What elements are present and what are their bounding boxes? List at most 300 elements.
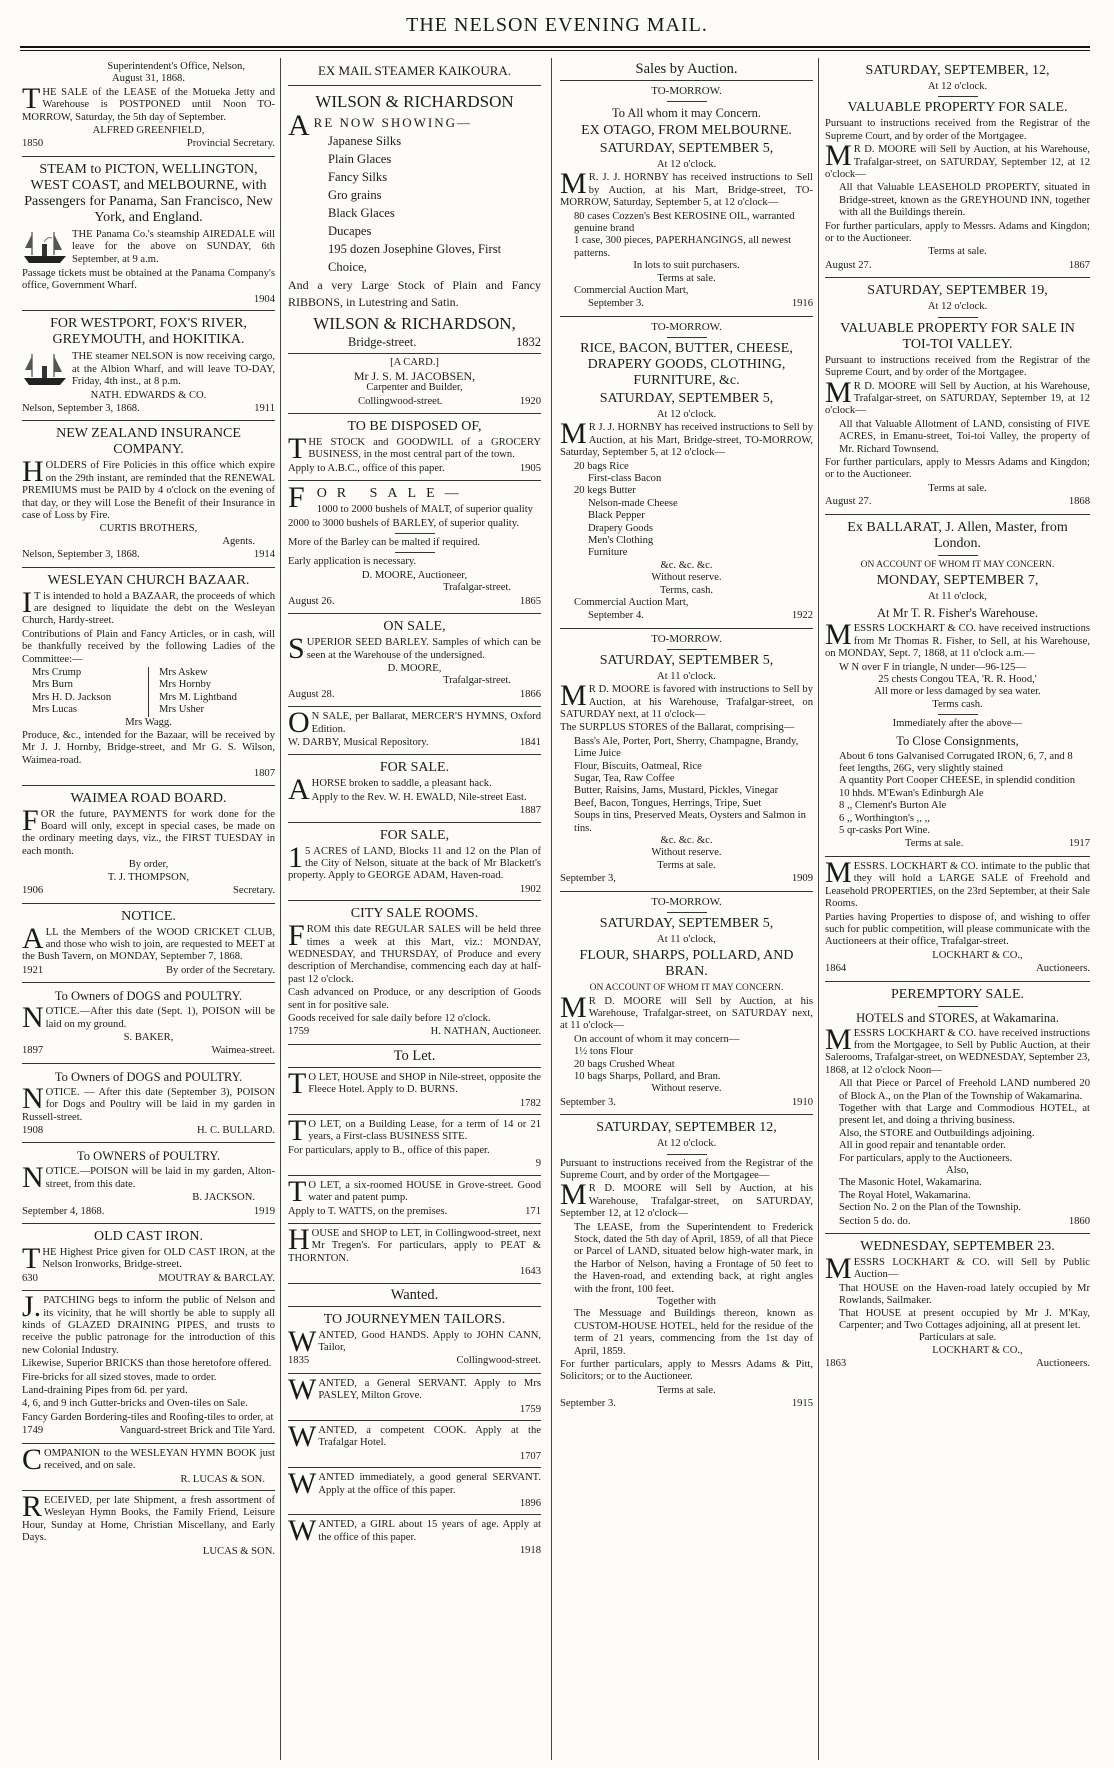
- patching-ad: [22, 1291, 275, 1443]
- lot-item: Nelson-made Cheese: [588, 497, 678, 509]
- ad-number: 1916: [791, 298, 813, 310]
- steam-ad: [22, 157, 275, 311]
- column-4: [825, 58, 1090, 1760]
- wanted-ad: [288, 1374, 541, 1421]
- ad-number: 1867: [1068, 259, 1090, 271]
- ad-number: 9: [535, 1158, 541, 1170]
- ad-date: Nelson, September 3, 1868.: [22, 549, 140, 561]
- ad-body: ALL the Members of the WOOD CRICKET CLUB, and those who wish to join, are requested to MEET at the Bush Tavern, on MONDAY, September 7, 1868.: [22, 921, 275, 963]
- ad-body: Apply to the Rev. W. H. EWALD, Nile-street East.: [311, 791, 527, 803]
- poison-notice-ad: [22, 1143, 275, 1224]
- ad-terms: Terms at sale.: [905, 838, 964, 850]
- goods-item: Black Glaces: [328, 206, 395, 220]
- hymns-ad: [288, 707, 541, 755]
- ad-number: 1896: [519, 1498, 541, 1509]
- committee-member: Mrs Hornby: [159, 679, 212, 691]
- ad-body: Land-draining Pipes from 6d. per yard.: [22, 1385, 188, 1397]
- ad-body: All that Valuable Allotment of LAND, consisting of FIVE ACRES, in Emanu-street, Toi-toi Valley, the property of Mr. Richard Townsend.: [839, 418, 1090, 455]
- auction-time: At 12 o'clock.: [656, 408, 717, 420]
- column-3: [560, 58, 813, 1760]
- ad-heading: OLD CAST IRON.: [93, 1229, 204, 1244]
- ad-signer-title: Secretary.: [233, 885, 275, 897]
- ad-date: September 3.: [588, 298, 644, 310]
- ad-number: 1922: [791, 610, 813, 622]
- lot-item: 20 bags Crushed Wheat: [574, 1058, 675, 1070]
- ad-number: 1860: [1068, 1215, 1090, 1227]
- committee-member: Mrs Usher: [159, 704, 205, 716]
- lot-item: Section No. 2 on the Plan of the Township.: [839, 1202, 1022, 1214]
- to-let-banner: To Let.: [288, 1045, 541, 1068]
- lot-item: &c. &c. &c.: [660, 559, 713, 571]
- ad-body: Contributions of Plain and Fancy Articles, or in cash, will be thankfully received by the following Ladies of the Committee:—: [22, 628, 275, 665]
- ad-body: THE Panama Co.'s steamship AIREDALE will leave for the above on SUNDAY, 6th September, at 9 a.m.: [72, 228, 275, 265]
- ad-body: IT is intended to hold a BAZAAR, the proceeds of which are designed to liquidate the debt on the Wesleyan Church, Hardy-street.: [22, 585, 275, 627]
- ad-body: Together with that Large and Commodious HOTEL, at present let, and doing a thriving business.: [839, 1102, 1090, 1127]
- auction-time: At 12 o'clock.: [656, 1138, 717, 1150]
- committee-member: Mrs Askew: [159, 667, 208, 678]
- ad-body: Pursuant to instructions received from the Registrar of the Supreme Court, and by order of the Mortgagee—: [560, 1157, 813, 1181]
- lot-item: That HOUSE on the Haven-road lately occupied by Mr Rowlands, Sailmaker.: [839, 1282, 1090, 1307]
- lot-item: 20 bags Rice: [574, 460, 629, 472]
- seed-barley-ad: [288, 614, 541, 707]
- ad-note: Passage tickets must be obtained at the Panama Company's office, Government Wharf.: [22, 268, 275, 292]
- ad-signer: CURTIS BROTHERS,: [99, 523, 198, 535]
- ad-number: 1850: [22, 138, 44, 150]
- ad-body: Pursuant to instructions received from the Registrar of the Supreme Court, and by order of the Mortgagee.: [825, 354, 1090, 379]
- ad-text: In lots to suit purchasers.: [633, 260, 740, 272]
- lot-item: The Royal Hotel, Wakamarina.: [839, 1189, 971, 1201]
- ad-place: Collingwood-street.: [358, 395, 443, 407]
- lot-item: Black Pepper: [588, 510, 645, 522]
- ad-text: Without reserve.: [651, 847, 722, 859]
- ad-heading: RICE, BACON, BUTTER, CHEESE, DRAPERY GOODS, CLOTHING, FURNITURE, &c.: [580, 340, 793, 388]
- column-divider: [551, 58, 552, 1760]
- ad-heading: TO-MORROW.: [651, 320, 722, 333]
- ad-text: Without reserve.: [651, 572, 722, 584]
- ad-body: 1000 to 2000 bushels of MALT, of superior quality: [316, 504, 533, 516]
- ad-date: August 31, 1868.: [112, 73, 185, 85]
- ad-body: TO LET, HOUSE and SHOP in Nile-street, opposite the Fleece Hotel. Apply to D. BURNS.: [288, 1066, 541, 1100]
- ad-body: MESSRS LOCKHART & CO. have received instructions from Mr Thomas R. Fisher, to Sell, at his Warehouse, on MONDAY, Sept. 7, 1868, at 11 o'clock a.m.—: [825, 618, 1090, 660]
- ad-signer: W. DARBY, Musical Repository.: [288, 736, 429, 748]
- ad-heading: FOR SALE.: [379, 760, 450, 776]
- ad-body: Cash advanced on Produce, or any description of Goods sent in for positive sale.: [288, 987, 541, 1011]
- ad-heading: To Owners of DOGS and POULTRY.: [54, 989, 243, 1004]
- ad-body: THE steamer NELSON is now receiving cargo, at the Albion Wharf, and will leave TO-DAY, Friday, 4th inst., at 8 p.m.: [72, 351, 275, 388]
- ad-signer-title: Provincial Secretary.: [186, 138, 275, 150]
- auction-date: SATURDAY, SEPTEMBER 5,: [599, 652, 774, 668]
- ad-body: WANTED, Good HANDS. Apply to JOHN CANN, Tailor,: [288, 1324, 541, 1358]
- ad-date: August 27.: [825, 259, 872, 271]
- ad-number: 1909: [791, 873, 813, 885]
- ad-body: WANTED, a competent COOK. Apply at the Trafalgar Hotel.: [288, 1419, 541, 1453]
- ad-body: THE SALE of the LEASE of the Motueka Jetty and Warehouse is POSTPONED until Noon TO-MORROW, Saturday, the 5th day of September.: [22, 81, 275, 123]
- ad-body: HOLDERS of Fire Policies in this office which expire on the 29th instant, are reminded that the RENEWAL PREMIUMS must be PAID by 4 o'clock on the evening of that day, or they will Lose the Benefit of their Insurance in case of Loss by Fire.: [22, 455, 275, 521]
- lot-item: Furniture: [588, 547, 628, 559]
- ad-text: Without reserve.: [651, 1083, 722, 1095]
- wilson-richardson-ad: [288, 86, 541, 354]
- ad-number: 1887: [519, 805, 541, 817]
- ad-body: FOR the future, PAYMENTS for work done for the Board will only, except in special cases, be made on the ordinary meeting days, viz., the FIRST TUESDAY in each month.: [22, 803, 275, 857]
- ad-date: September 3.: [560, 1096, 616, 1108]
- auction-greyhound-inn: [825, 58, 1090, 278]
- ad-heading: TO-MORROW.: [651, 632, 722, 645]
- ad-number: 171: [525, 1205, 541, 1217]
- ad-terms: Terms at sale.: [657, 1384, 716, 1396]
- ad-body: Produce, &c., intended for the Bazaar, will be received by Mr J. J. Hornby, Bridge-street, and Mr G. S. Wilson, Waimea-road.: [22, 730, 275, 766]
- ad-terms: Terms at sale.: [928, 482, 987, 494]
- ad-heading: To Owners of DOGS and POULTRY.: [54, 1069, 243, 1084]
- ad-place: Collingwood-street.: [456, 1355, 541, 1367]
- ad-body: Early application is necessary.: [288, 556, 417, 568]
- auction-ballarat-stores: [560, 629, 813, 892]
- ad-signer: S. BAKER,: [123, 1031, 174, 1043]
- auction-kerosine: [560, 81, 813, 317]
- ad-place: Trafalgar-street.: [443, 675, 511, 687]
- ad-place: Waimea-street.: [211, 1045, 275, 1057]
- ad-terms: Terms at sale.: [928, 246, 987, 258]
- ad-body: For further particulars, apply to Messrs Adams & Pitt, Solicitors; or to the Auctioneer.: [560, 1359, 813, 1383]
- lot-item: Sugar, Tea, Raw Coffee: [574, 773, 675, 785]
- auction-rice-bacon: [560, 317, 813, 629]
- auction-date: SATURDAY, SEPTEMBER, 12,: [865, 63, 1050, 78]
- ad-heading: STEAM to PICTON, WELLINGTON, WEST COAST, and MELBOURNE, with Passengers for Panama, San Francisco, New York, and England.: [24, 161, 273, 225]
- ad-terms: Particulars at sale.: [918, 1332, 997, 1344]
- ad-heading: HOTELS and STORES, at Wakamarina.: [856, 1010, 1059, 1025]
- ad-body: SUPERIOR SEED BARLEY. Samples of which can be seen at the Warehouse of the undersigned.: [288, 632, 541, 666]
- ad-body: Fancy Garden Bordering-tiles and Roofing-tiles to order, at: [22, 1411, 274, 1423]
- ad-signer: LOCKHART & CO.,: [932, 949, 1023, 961]
- ad-body: J.PATCHING begs to inform the public of Nelson and its vicinity, that he will shortly be able to supply all kinds of GLAZED DRAINING PIPES, and trusts to receive the public patronage for the introduction of this new Colonial Industry.: [22, 1290, 275, 1356]
- westport-ad: [22, 311, 275, 421]
- committee-member: Mrs Crump: [32, 667, 82, 678]
- masthead-rule-thin: [20, 50, 1090, 51]
- ad-body: ON SALE, per Ballarat, MERCER'S HYMNS, Oxford Edition.: [288, 706, 541, 740]
- to-let-ad: [288, 1115, 541, 1176]
- malt-barley-ad: [288, 481, 541, 614]
- ad-body: MR D. MOORE will Sell by Auction, at his Warehouse, Trafalgar-street, on SATURDAY, September 19, at 12 o'clock—: [825, 375, 1090, 417]
- ad-body: AHORSE broken to saddle, a pleasant hack.: [288, 773, 492, 807]
- bazaar-ad: [22, 568, 275, 786]
- ad-body: 2000 to 3000 bushels of BARLEY, of superior quality.: [288, 517, 519, 529]
- ad-signer: NATH. EDWARDS & CO.: [90, 389, 207, 401]
- committee-member: Mrs Burn: [32, 679, 73, 691]
- to-let-ad: [288, 1224, 541, 1284]
- ad-number: 1759: [519, 1403, 541, 1415]
- ad-body: TO LET, on a Building Lease, for a term of 14 or 21 years, a First-class BUSINESS SITE.: [288, 1114, 541, 1148]
- auction-date: SATURDAY, SEPTEMBER 5,: [599, 915, 774, 931]
- hymn-book-ad: [22, 1444, 275, 1491]
- ad-date: August 26.: [288, 595, 335, 607]
- ad-number: 1920: [519, 395, 541, 407]
- ad-number: 1759: [288, 1026, 310, 1038]
- lot-item: Drapery Goods: [588, 522, 654, 534]
- ad-text: Immediately after the above—: [892, 718, 1023, 730]
- ad-number: 1919: [253, 1205, 275, 1217]
- auction-time: At 12 o'clock.: [927, 301, 988, 313]
- ad-body: FROM this date REGULAR SALES will be held three times a week at this Mart, viz.: MONDAY, WEDNESDAY, and THURSDAY, of Produce and every description of Merchandise, commencing each day at half-past 12 o'clock.: [288, 919, 541, 985]
- auction-toi-toi: [825, 278, 1090, 514]
- ad-text: Also,: [946, 1165, 969, 1176]
- ad-number: 1917: [1068, 838, 1090, 850]
- ad-body: 15 ACRES of LAND, Blocks 11 and 12 on the Plan of the City of Nelson, situate at the back of Mr Blackett's property. Apply to GEORGE ADAM, Haven-road.: [288, 840, 541, 882]
- committee-list: [22, 667, 275, 717]
- ad-text: Apply to A.B.C., office of this paper.: [288, 462, 445, 474]
- lot-item: The Masonic Hotel, Wakamarina.: [839, 1177, 982, 1189]
- goods-item: Fancy Silks: [328, 170, 388, 184]
- lot-item: 80 cases Cozzen's Best KEROSINE OIL, warranted genuine brand: [574, 210, 795, 235]
- ad-heading: PEREMPTORY SALE.: [890, 986, 1025, 1002]
- masthead-rule: [20, 46, 1090, 48]
- ad-heading: WESLEYAN CHURCH BAZAAR.: [47, 572, 250, 588]
- goods-item: Japanese Silks: [328, 134, 402, 148]
- ad-body: For particulars, apply to B., office of this paper.: [288, 1144, 490, 1156]
- ad-heading: FOR WESTPORT, FOX'S RIVER, GREYMOUTH, and HOKITIKA.: [50, 316, 247, 348]
- to-let-ad: [288, 1068, 541, 1115]
- ad-body: 4, 6, and 9 inch Gutter-bricks and Oven-tiles on Sale.: [22, 1398, 248, 1410]
- auction-time: At 12 o'clock.: [927, 81, 988, 92]
- wanted-ad: [288, 1421, 541, 1468]
- wanted-ad: [288, 1515, 541, 1561]
- auction-time: At 11 o'clock,: [657, 933, 716, 945]
- auction-date: SATURDAY, SEPTEMBER 5,: [599, 141, 774, 156]
- ad-body: And a very Large Stock of Plain and Fancy RIBBONS, in Lutestring and Satin.: [288, 278, 541, 309]
- cast-iron-ad: [22, 1224, 275, 1291]
- lot-item: About 6 tons Galvanised Corrugated IRON, 6, 7, and 8 feet lengths, 26G, very slightly stained: [839, 750, 1073, 775]
- ad-terms: Terms at sale.: [657, 859, 716, 871]
- ad-body: Goods received for sale daily before 12 o'clock.: [288, 1013, 491, 1025]
- kaikoura-ad: [288, 58, 541, 86]
- ad-heading: WAIMEA ROAD BOARD.: [70, 790, 227, 806]
- ad-signer: B. JACKSON.: [192, 1192, 255, 1204]
- ad-body: MESSRS LOCKHART & CO. will Sell by Public Auction—: [825, 1252, 1090, 1286]
- lot-item: Beef, Bacon, Tongues, Herrings, Tripe, Suet: [574, 797, 762, 809]
- lockhart-large-sale-ad: [825, 857, 1090, 982]
- ad-heading: NEW ZEALAND INSURANCE COMPANY.: [56, 426, 241, 458]
- auction-date: SATURDAY, SEPTEMBER 19,: [867, 283, 1048, 299]
- ad-heading: TO-MORROW.: [651, 85, 722, 97]
- city-sale-rooms-ad: [288, 901, 541, 1045]
- ad-body: More of the Barley can be malted if required.: [288, 537, 481, 549]
- ad-signer: Mr J. S. M. JACOBSEN,: [353, 368, 476, 383]
- ad-signer: H. NATHAN, Auctioneer.: [430, 1026, 541, 1038]
- auction-date: SATURDAY, SEPTEMBER 12,: [596, 1120, 777, 1136]
- ad-number: 1835: [288, 1355, 310, 1367]
- auction-time: At 11 o'clock,: [928, 590, 987, 602]
- lot-item: 1½ tons Flour: [574, 1046, 634, 1058]
- masthead: THE NELSON EVENING MAIL.: [406, 14, 708, 36]
- ad-body: THE STOCK and GOODWILL of a GROCERY BUSINESS, in the most central part of the town.: [288, 432, 541, 466]
- ad-heading: FLOUR, SHARPS, POLLARD, AND BRAN.: [579, 948, 794, 980]
- wanted-ad: [288, 1468, 541, 1515]
- steamship-icon: [22, 350, 68, 388]
- ad-number: 1902: [519, 883, 541, 895]
- ad-body: MESSRS LOCKHART & CO. have received instructions from the Mortgagee, to Sell by Public Auction, at their Salerooms, Trafalgar-street, on WEDNESDAY, September 23, 1868, at 12 o'clock Noon—: [825, 1022, 1090, 1076]
- ad-body: NOTICE.—POISON will be laid in my garden, Alton-street, from this date.: [22, 1161, 275, 1195]
- auction-ballarat-tea: [825, 515, 1090, 857]
- ad-heading: ON SALE,: [383, 619, 446, 635]
- ad-date: August 28.: [288, 688, 335, 700]
- ad-number: 1863: [825, 1358, 847, 1370]
- wanted-banner: Wanted.: [288, 1284, 541, 1307]
- ad-number: 1914: [253, 549, 275, 561]
- auction-time: At 12 o'clock.: [656, 159, 717, 170]
- ad-body: WANTED, a GIRL about 15 years of age. Apply at the office of this paper.: [288, 1514, 541, 1548]
- jacobsen-card-ad: [288, 354, 541, 414]
- lot-item: 1 case, 300 pieces, PAPERHANGINGS, all newest patterns.: [574, 235, 792, 259]
- ad-heading: VALUABLE PROPERTY FOR SALE.: [847, 100, 1068, 116]
- waimea-ad: [22, 786, 275, 904]
- column-divider: [280, 58, 281, 1760]
- ad-signer-title: Agents.: [222, 535, 255, 547]
- ad-place: Bridge-street.: [348, 335, 417, 349]
- lot-item: 6 ,, Worthington's ,, ,,: [839, 812, 930, 824]
- ad-heading: TO-MORROW.: [651, 895, 722, 908]
- ad-body: MESSRS. LOCKHART & CO. intimate to the public that they will hold a LARGE SALE of Freehold and Leasehold PROPERTIES, on the 23rd September, at their Sale Rooms.: [825, 855, 1090, 910]
- ad-heading: TO JOURNEYMEN TAILORS.: [323, 1311, 506, 1327]
- auction-flour: [560, 892, 813, 1115]
- ad-body: MR D. MOORE will Sell by Auction, at his Warehouse, Trafalgar-street, on SATURDAY, September 12, at 12 o'clock—: [560, 1178, 813, 1220]
- ad-terms: Terms at sale.: [657, 272, 716, 284]
- ad-number: 1918: [519, 1545, 541, 1557]
- ad-number: 1782: [519, 1097, 541, 1109]
- ad-date: September 3.: [560, 1398, 616, 1410]
- ad-heading: CITY SALE ROOMS.: [350, 906, 479, 922]
- ad-signer: LUCAS & SON.: [202, 1545, 275, 1557]
- ad-heading: WILSON & RICHARDSON: [315, 92, 514, 111]
- ad-body: For further particulars, apply to Messrs Adams and Kingdon; or to the Auctioneer.: [825, 456, 1090, 481]
- ad-lead: ARE NOW SHOWING—: [288, 109, 472, 142]
- ad-body: HOUSE and SHOP to LET, in Collingwood-street, next Mr Tregen's. For particulars, apply to PEAT & THORNTON.: [288, 1222, 541, 1264]
- lot-item: Butter, Raisins, Jams, Mustard, Pickles, Vinegar: [574, 785, 779, 797]
- ad-date: September 4.: [588, 610, 644, 622]
- peremptory-sale-ad: [825, 982, 1090, 1235]
- ad-body: MR. J. J. HORNBY has received instructions to Sell by Auction, at his Mart, Bridge-street, TO-MORROW, Saturday, September 5, at 12 o'clock—: [560, 167, 813, 209]
- ad-number: 1807: [253, 768, 275, 780]
- ad-heading: WILSON & RICHARDSON,: [313, 314, 516, 333]
- ad-place: Commercial Auction Mart,: [574, 596, 689, 608]
- ad-body: The LEASE, from the Superintendent to Frederick Stock, dated the 5th day of April, 1859, of all that Piece or Parcel of LAND, situated below high-water mark, in the Harbor of Nelson, having a Frontage of 50 feet to the Haven-road, and extending back, at right angles with the front, 100 feet.: [574, 1221, 813, 1295]
- ad-body: For further particulars, apply to Messrs. Adams and Kingdon; or to the Auctioneer.: [825, 220, 1090, 245]
- ad-signer-title: Auctioneers.: [1036, 1358, 1090, 1370]
- ad-heading: VALUABLE PROPERTY FOR SALE IN TOI-TOI VALLEY.: [840, 320, 1075, 352]
- column-2: [288, 58, 541, 1760]
- ad-date: Nelson, September 3, 1868.: [22, 402, 140, 414]
- lot-item: Men's Clothing: [588, 534, 654, 546]
- lot-item: W N over F in triangle, N under—96-125—: [839, 661, 1026, 673]
- ad-body: MR D. MOORE will Sell by Auction, at his Warehouse, Trafalgar-street, on SATURDAY, September 12, at 12 o'clock—: [825, 139, 1090, 181]
- ad-body: THE Highest Price given for OLD CAST IRON, at the Nelson Ironworks, Bridge-street.: [22, 1242, 275, 1275]
- auction-date: WEDNESDAY, SEPTEMBER 23.: [860, 1239, 1055, 1255]
- poison-notice-ad: [22, 1064, 275, 1144]
- steamship-icon: [22, 228, 68, 266]
- lot-item: 5 qr-casks Port Wine.: [839, 825, 930, 837]
- ad-heading: To OWNERS of POULTRY.: [77, 1149, 220, 1164]
- column-divider: [818, 58, 819, 1760]
- committee-member: Mrs M. Lightband: [159, 691, 237, 703]
- ad-number: 1707: [519, 1450, 541, 1462]
- ad-body: On account of whom it may concern—: [574, 1033, 740, 1045]
- ad-signer: ALFRED GREENFIELD,: [92, 125, 205, 137]
- ad-terms: Terms, cash.: [659, 584, 714, 596]
- ad-heading: TO BE DISPOSED OF,: [347, 419, 482, 435]
- ad-body: MR D. MOORE will Sell by Auction, at his Warehouse, Trafalgar-street, on SATURDAY next, at 11 o'clock—: [560, 990, 813, 1032]
- ad-body: Parties having Properties to dispose of, and wishing to offer such for public competition, will please communicate with the Auctioneers at their office, Trafalgar-street.: [825, 911, 1090, 948]
- ad-number: 1864: [825, 963, 847, 975]
- ad-body: All in good repair and tenantable order.: [839, 1140, 1006, 1152]
- lot-item: First-class Bacon: [588, 472, 662, 484]
- wanted-ad: [288, 1307, 541, 1374]
- ad-body: For particulars, apply to the Auctioneers.: [839, 1152, 1013, 1164]
- goods-item: Ducapes: [328, 224, 372, 238]
- ad-number: 1865: [519, 595, 541, 607]
- ad-body: Fire-bricks for all sized stoves, made to order.: [22, 1371, 217, 1383]
- ad-number: 1841: [519, 736, 541, 748]
- ad-signer: T. J. THOMPSON,: [107, 871, 190, 883]
- lot-item: Section 5 do. do.: [839, 1215, 911, 1227]
- auction-time: At 11 o'clock.: [657, 670, 716, 682]
- lot-item: 10 hhds. M'Ewan's Edinburgh Ale: [839, 787, 984, 799]
- land-ad: [288, 823, 541, 902]
- ad-body: Also, the STORE and Outbuildings adjoining.: [839, 1127, 1035, 1139]
- ad-heading: Ex BALLARAT, J. Allen, Master, from London.: [847, 519, 1068, 551]
- ad-body: COMPANION to the WESLEYAN HYMN BOOK just received, and on sale.: [22, 1442, 275, 1476]
- ad-body: All that Piece or Parcel of Freehold LAND numbered 20 of Block A., on the Plan of the Township of Wakamarina.: [839, 1078, 1090, 1102]
- ad-heading: NOTICE.: [121, 908, 176, 924]
- ad-number: 1749: [22, 1425, 44, 1437]
- lot-item: 25 chests Congou TEA, 'R. R. Hood,': [878, 674, 1037, 685]
- ad-number: 1866: [519, 688, 541, 700]
- ad-number: 1868: [1068, 496, 1090, 508]
- ad-number: 1906: [22, 885, 44, 897]
- auction-date: SATURDAY, SEPTEMBER 5,: [599, 390, 774, 406]
- auction-haven-road-houses: [825, 1234, 1090, 1376]
- ad-number: 1832: [516, 335, 541, 349]
- column-1: [22, 58, 275, 1760]
- ad-body: NOTICE.—After this date (Sept. 1), POISON will be laid on my ground.: [22, 1001, 275, 1035]
- ad-text: Superintendent's Office, Nelson,: [107, 61, 245, 72]
- ad-number: 1910: [791, 1096, 813, 1108]
- committee-member: Mrs H. D. Jackson: [32, 691, 112, 703]
- goods-item: Gro grains: [328, 188, 382, 202]
- ad-signer: R. LUCAS & SON.: [180, 1473, 265, 1485]
- ad-number: 630: [22, 1272, 38, 1284]
- ad-signer: MOUTRAY & BARCLAY.: [158, 1272, 275, 1284]
- ad-signer: H. C. BULLARD.: [197, 1124, 275, 1136]
- ad-signer-title: Auctioneers.: [1036, 963, 1090, 975]
- ad-heading: To Close Consignments,: [896, 733, 1019, 748]
- ad-number: 1911: [254, 402, 275, 414]
- ad-body: WANTED immediately, a good general SERVANT. Apply at the office of this paper.: [288, 1467, 541, 1501]
- ad-heading: FOR SALE—: [288, 481, 469, 515]
- ad-signer: D. MOORE,: [387, 662, 442, 674]
- ad-text: Together with: [657, 1296, 716, 1308]
- ad-number: 1905: [519, 462, 541, 474]
- ad-number: 1897: [22, 1045, 44, 1057]
- ad-text: Apply to T. WATTS, on the premises.: [288, 1205, 448, 1217]
- ad-body: MR J. J. HORNBY has received instructions to Sell by Auction, at his Mart, Bridge-street, TO-MORROW, Saturday, September 5, at 12 o'clock—: [560, 417, 813, 459]
- lot-item: Flour, Biscuits, Oatmeal, Rice: [574, 760, 702, 772]
- ad-signer: LOCKHART & CO.,: [932, 1344, 1023, 1356]
- ad-body: TO LET, a six-roomed HOUSE in Grove-street. Good water and patent pump.: [288, 1174, 541, 1208]
- committee-member: Mrs Wagg.: [125, 716, 172, 728]
- lot-item: A quantity Port Cooper CHEESE, in splendid condition: [839, 775, 1075, 787]
- lot-item: Bass's Ale, Porter, Port, Sherry, Champagne, Brandy, Lime Juice: [574, 735, 799, 760]
- horse-ad: [288, 755, 541, 822]
- ad-body: RECEIVED, per late Shipment, a fresh assortment of Wesleyan Hymn Books, the Family Friend, Leisure Hour, Sunday at Home, Christian Miscellany, and Early Days.: [22, 1489, 275, 1544]
- ad-heading: EX OTAGO, FROM MELBOURNE.: [581, 123, 792, 138]
- insurance-ad: [22, 421, 275, 567]
